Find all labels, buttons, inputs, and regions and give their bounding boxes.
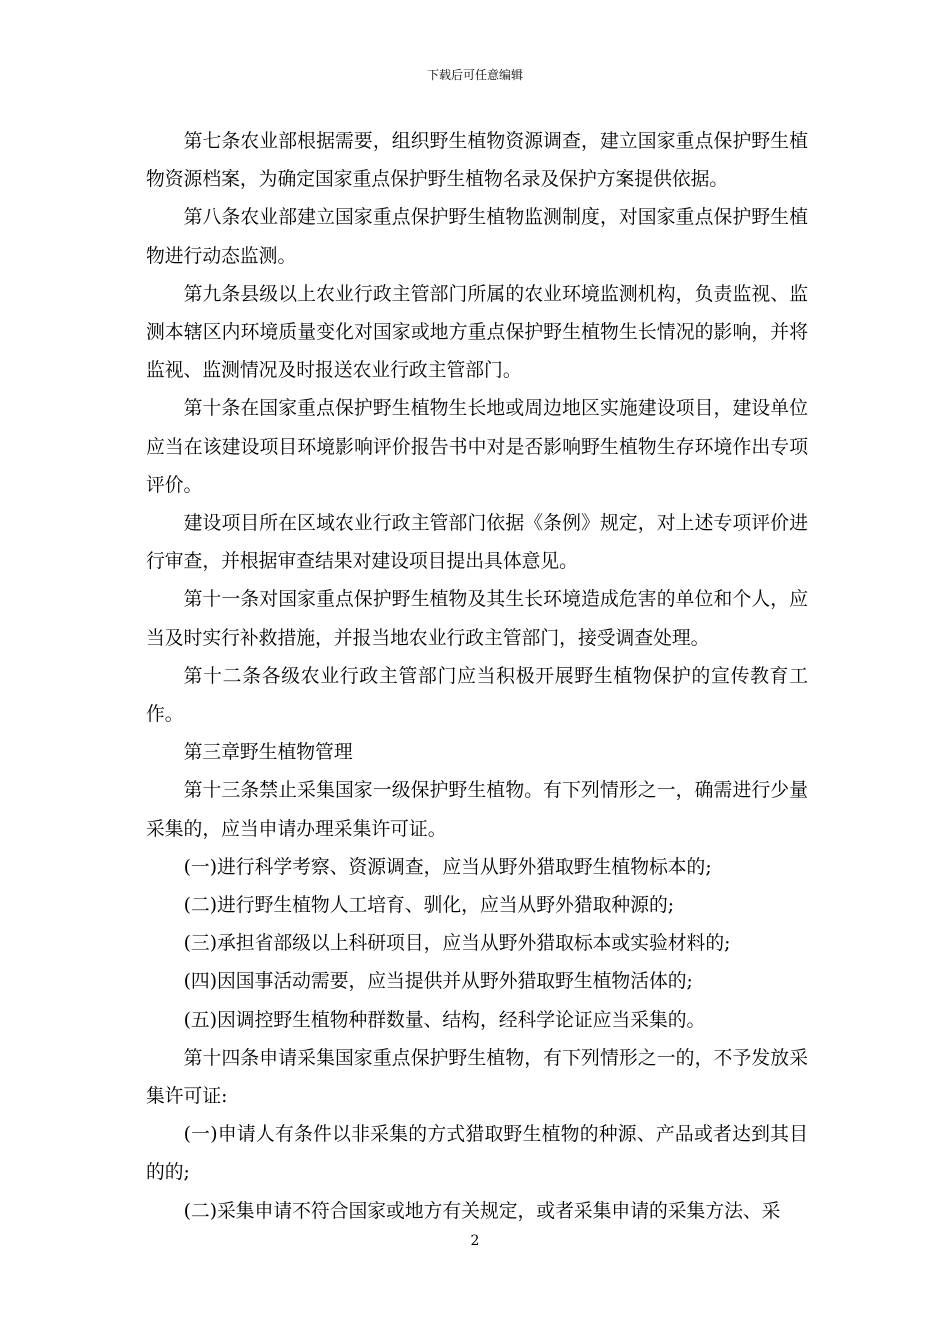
list-item: (三)承担省部级以上科研项目，应当从野外猎取标本或实验材料的; [183, 933, 731, 955]
list-item: (四)因国事活动需要，应当提供并从野外猎取野生植物活体的; [183, 971, 693, 993]
paragraph: 第十三条禁止采集国家一级保护野生植物。有下列情形之一，确需进行少量采集的，应当申请办理采集许可证。 [146, 780, 808, 840]
paragraph: 第十四条申请采集国家重点保护野生植物，有下列情形之一的，不予发放采集许可证: [146, 1047, 808, 1108]
paragraph: 第十条在国家重点保护野生植物生长地或周边地区实施建设项目，建设单位应当在该建设项目环境影响评价报告书中对是否影响野生植物生存环境作出专项评价。 [146, 398, 808, 496]
document-body [146, 123, 808, 1231]
list-item: (一)进行科学考察、资源调查，应当从野外猎取野生植物标本的; [183, 856, 712, 878]
paragraph: 第十一条对国家重点保护野生植物及其生长环境造成危害的单位和个人，应当及时实行补救措施，并报当地农业行政主管部门，接受调查处理。 [146, 589, 808, 649]
chapter-heading: 第三章野生植物管理 [183, 742, 353, 764]
paragraph: 第七条农业部根据需要，组织野生植物资源调查，建立国家重点保护野生植物资源档案，为确定国家重点保护野生植物名录及保护方案提供依据。 [146, 131, 808, 191]
list-item: (五)因调控野生植物种群数量、结构，经科学论证应当采集的。 [183, 1009, 706, 1031]
list-item: (二)进行野生植物人工培育、驯化，应当从野外猎取种源的; [183, 895, 675, 917]
paragraph: 第九条县级以上农业行政主管部门所属的农业环境监测机构，负责监视、监测本辖区内环境质量变化对国家或地方重点保护野生植物生长情况的影响，并将监视、监测情况及时报送农业行政主管部门。 [146, 283, 808, 382]
page-number: 2 [470, 1233, 480, 1249]
paragraph: 第十二条各级农业行政主管部门应当积极开展野生植物保护的宣传教育工作。 [146, 665, 808, 726]
page-header: 下载后可任意编辑 [426, 68, 523, 82]
paragraph: 第八条农业部建立国家重点保护野生植物监测制度，对国家重点保护野生植物进行动态监测。 [146, 207, 808, 267]
list-item: (一)申请人有条件以非采集的方式猎取野生植物的种源、产品或者达到其目的的; [146, 1124, 808, 1184]
paragraph: 建设项目所在区域农业行政主管部门依据《条例》规定，对上述专项评价进行审查，并根据审查结果对建设项目提出具体意见。 [146, 513, 808, 573]
list-item: (二)采集申请不符合国家或地方有关规定，或者采集申请的采集方法、采 [183, 1200, 781, 1222]
